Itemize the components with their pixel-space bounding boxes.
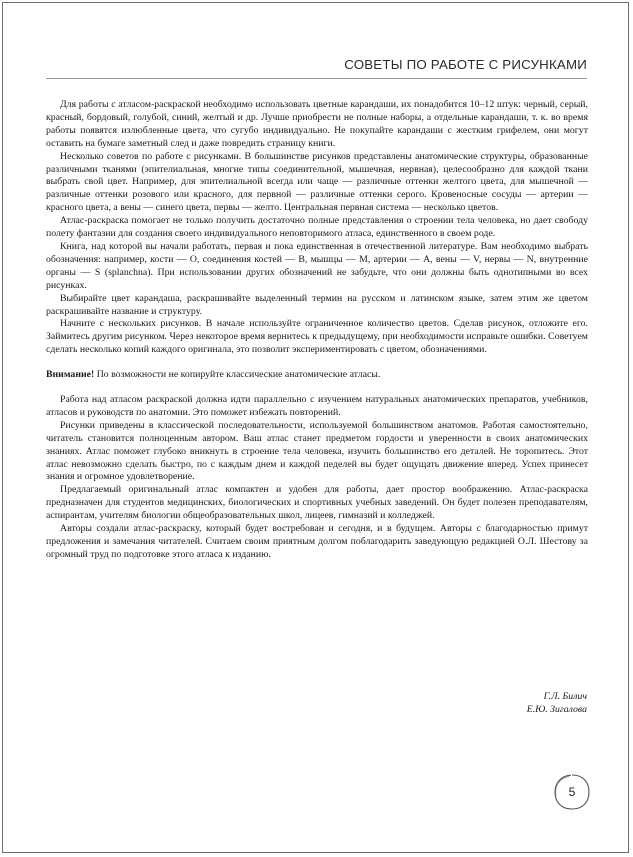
paragraph: Работа над атласом раскраской должна идти параллельно с изучением натуральных анатомических препаратов, учебников, атласов и руководств по анатомии. Это поможет избежать повторений. xyxy=(46,394,588,418)
paragraph: Для работы с атласом-раскраской необходимо использовать цветные карандаши, их понадобится 10–12 штук: черный, серый, красный, бордовый, голубой, синий, желтый и др. Лучше приобрести не полные наборы, а отдельные карандаши, т. к. во время работы появятся излюбленные цвета, что сугубо индивидуально. Не покупайте карандаши с жестким грифелем, они могут оставить на бумаге заметный след и даже повредить страницу книги. xyxy=(46,99,588,149)
paragraph: Выбирайте цвет карандаша, раскрашивайте выделенный термин на русском и латинском языке, затем этим же цветом раскрашивайте название и структуру. xyxy=(46,292,588,317)
paragraph: Атлас-раскраска помогает не только получить достаточно полные представления о строении тела человека, но дает свободу полету фантазии для создания своего индивидуального неповторимого атласа, единственного в своем роде. xyxy=(46,215,588,240)
author-name: Г.Л. Билич xyxy=(543,691,587,702)
paragraph: Начните с нескольких рисунков. В начале используйте ограниченное количество цветов. Сделав рисунок, отложите его. Займитесь другим рисунком. Через некоторое время вернитесь к предыдущему, при необходимости исправьте ошибки. Советуем сделать несколько копий каждого оригинала, это позволит экспериментировать с цветом, обозначениями. xyxy=(46,318,588,356)
author-name: Е.Ю. Зигалова xyxy=(526,704,587,715)
page-number: 5 xyxy=(568,785,576,799)
header-divider xyxy=(46,78,587,79)
attention-note xyxy=(46,369,588,382)
attention-text: По возможности не копируйте классические анатомические атласы. xyxy=(96,369,381,381)
attention-label: Внимание! xyxy=(46,369,95,381)
paragraph: Несколько советов по работе с рисунками. В большинстве рисунков представлены анатомические структуры, образованные различными тканями (эпителиальная, многие типы соединительной, мышечная, нервная), целесообразно для каждой ткани выбрать свой цвет. Например, для эпителиальной всегда или чаще — различные оттенки желтого цвета, для мышечной — различные оттенки розового или красного, для первной — различные оттенки серого. Кровеносные сосуды — артерии — красного цвета, а вены — синего цвета, первы — желто. Центральная первная система — несколько цветов. xyxy=(46,150,588,214)
paragraph: Рисунки приведены в классической последовательности, используемой большинством анатомов. Работая самостоятельно, читатель становится полноценным автором. Ваш атлас станет предметом гордости и уверенности в своих анатомических знаниях. Атлас поможет глубоко вникнуть в строение тела человека, изучить большинство его деталей. Не торопитесь. Этот атлас невозможно сделать быстро, по с каждым днем и каждой педелей вы будет ощущать движение вперед. Успех принесет знания и огромное удовлетворение. xyxy=(46,419,588,483)
paragraph: Авторы создали атлас-раскраску, который будет востребован и сегодня, и в будущем. Авторы с благодарностью примут предложения и замечания читателей. Считаем своим приятным долгом поблагодарить заведующую редакцией О.Л. Шестову за огромный труд по подготовке этого атласа к изданию. xyxy=(46,523,588,560)
paragraph: Книга, над которой вы начали работать, первая и пока единственная в отечественной литературе. Вам необходимо выбрать обозначения: например, кости — O, соединения костей — B, мышцы — M, артерии — A, вены — V, нервы — N, внутренние органы — S (splanchna). При использовании других обозначений не забудьте, что они должны быть однотипными во всех рисунках. xyxy=(46,240,588,291)
section-title: СОВЕТЫ ПО РАБОТЕ С РИСУНКАМИ xyxy=(344,57,587,72)
author-signatures xyxy=(527,690,587,716)
paragraph: Предлагаемый оригинальный атлас компактен и удобен для работы, дает простор воображению. Атлас-раскраска предназначен для студентов медицинских, биологических и спортивных учебных заведений. Он будет полезен преподавателям, аспирантам, учителям биологии общеобразовательных школ, лицеев, гимназий и колледжей. xyxy=(46,484,588,522)
page-number-badge xyxy=(552,772,592,812)
page-body xyxy=(46,99,588,562)
